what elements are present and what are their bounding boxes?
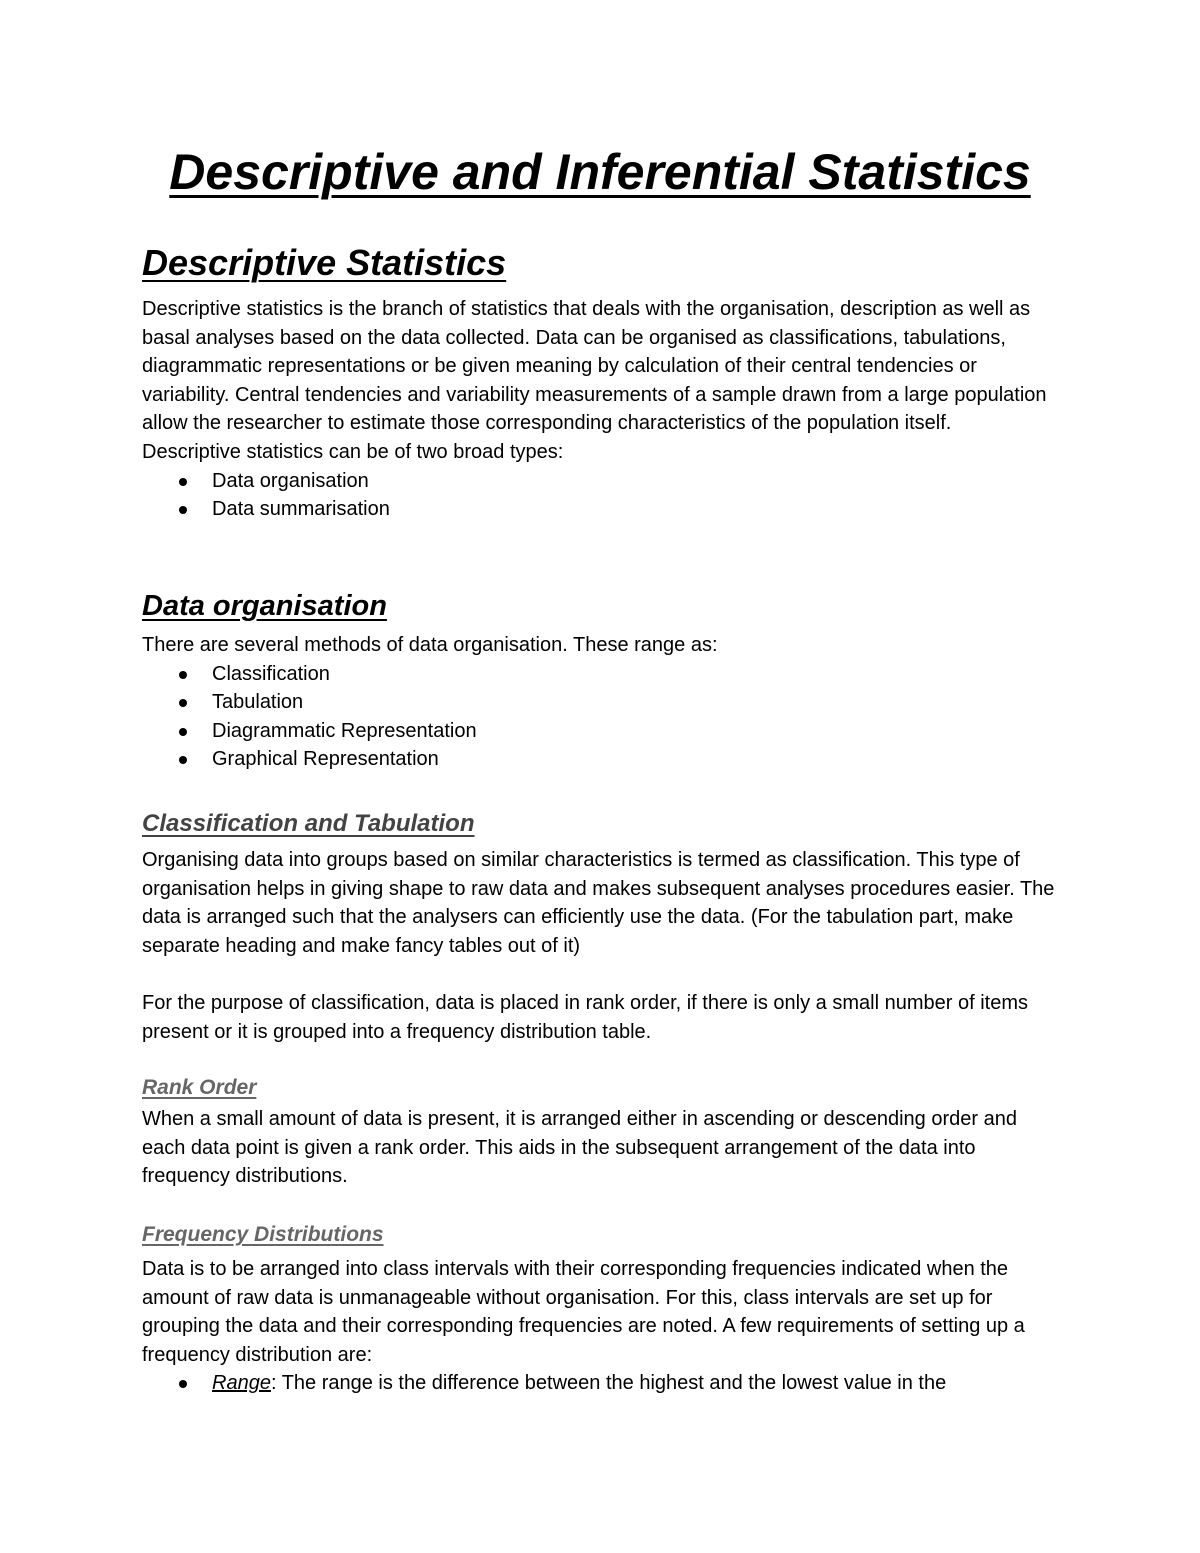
descriptive-section xyxy=(142,240,1062,524)
organisation-heading: Data organisation xyxy=(142,590,387,622)
list-item-text: Diagrammatic Representation xyxy=(212,719,477,742)
frequency-body: Data is to be arranged into class intervals with their corresponding frequencies indicated when the amount of raw data is unmanageable without organisation. For this, class intervals are set up for grouping the data and their corresponding frequencies are noted. A few requirements of setting up a frequency distribution are: xyxy=(142,1258,1025,1366)
rank-order-section xyxy=(142,1074,1062,1191)
document-title: Descriptive and Inferential Statistics xyxy=(169,144,1031,200)
classification-body-2: For the purpose of classification, data is placed in rank order, if there is only a small number of items present or it is grouped into a frequency distribution table. xyxy=(142,991,1028,1043)
list-item xyxy=(142,660,1062,689)
rank-order-heading: Rank Order xyxy=(142,1076,257,1099)
list-item-text: Classification xyxy=(212,662,330,685)
list-item xyxy=(142,467,1062,496)
bullet-icon xyxy=(179,671,187,679)
organisation-methods-list xyxy=(142,660,1062,774)
organisation-intro: There are several methods of data organisation. These range as: xyxy=(142,634,718,656)
bullet-icon xyxy=(179,699,187,707)
list-item-text: Data summarisation xyxy=(212,498,390,521)
descriptive-body: Descriptive statistics is the branch of statistics that deals with the organisation, description as well as basal analyses based on the data collected. Data can be organised as classifications, tabulations, diagrammatic representations or be given meaning by calculation of their central tendencies or variability. Central tendencies and variability measurements of a sample drawn from a large population allow the researcher to estimate those corresponding characteristics of the population itself. xyxy=(142,298,1047,435)
frequency-heading: Frequency Distributions xyxy=(142,1223,384,1246)
list-item xyxy=(142,1369,1062,1398)
list-item-text: Graphical Representation xyxy=(212,748,439,771)
rank-order-body: When a small amount of data is present, it is arranged either in ascending or descending order and each data point is given a rank order. This aids in the subsequent arrangement of the data into frequency distributions. xyxy=(142,1108,1017,1188)
list-item xyxy=(142,717,1062,746)
list-item xyxy=(142,495,1062,524)
list-item xyxy=(142,745,1062,774)
list-item-text: Tabulation xyxy=(212,691,304,714)
classification-heading: Classification and Tabulation xyxy=(142,810,475,837)
organisation-section xyxy=(142,587,1062,774)
classification-body xyxy=(142,846,1062,960)
bullet-icon xyxy=(179,478,187,486)
classification-note: (For the tabulation part, make separate heading and make fancy tables out of it) xyxy=(142,906,1014,957)
bullet-icon xyxy=(179,1380,187,1388)
bullet-icon xyxy=(179,756,187,764)
frequency-section xyxy=(142,1221,1062,1398)
bullet-icon xyxy=(179,506,187,514)
list-item-text: Data organisation xyxy=(212,469,369,492)
requirement-text: : The range is the difference between the highest and the lowest value in the xyxy=(270,1372,947,1395)
classification-body-text: Organising data into groups based on similar characteristics is termed as classification. This type of organisation helps in giving shape to raw data and makes subsequent analyses procedures easier. The data is arranged such that the analysers can efficiently use the data. xyxy=(142,849,1055,929)
requirement-term: Range xyxy=(212,1372,271,1395)
bullet-icon xyxy=(179,728,187,736)
descriptive-types-list xyxy=(142,467,1062,524)
frequency-requirements-list xyxy=(142,1369,1062,1398)
list-item xyxy=(142,688,1062,717)
descriptive-heading: Descriptive Statistics xyxy=(142,242,507,283)
classification-section xyxy=(142,808,1062,1046)
descriptive-types-intro: Descriptive statistics can be of two broad types: xyxy=(142,440,564,463)
